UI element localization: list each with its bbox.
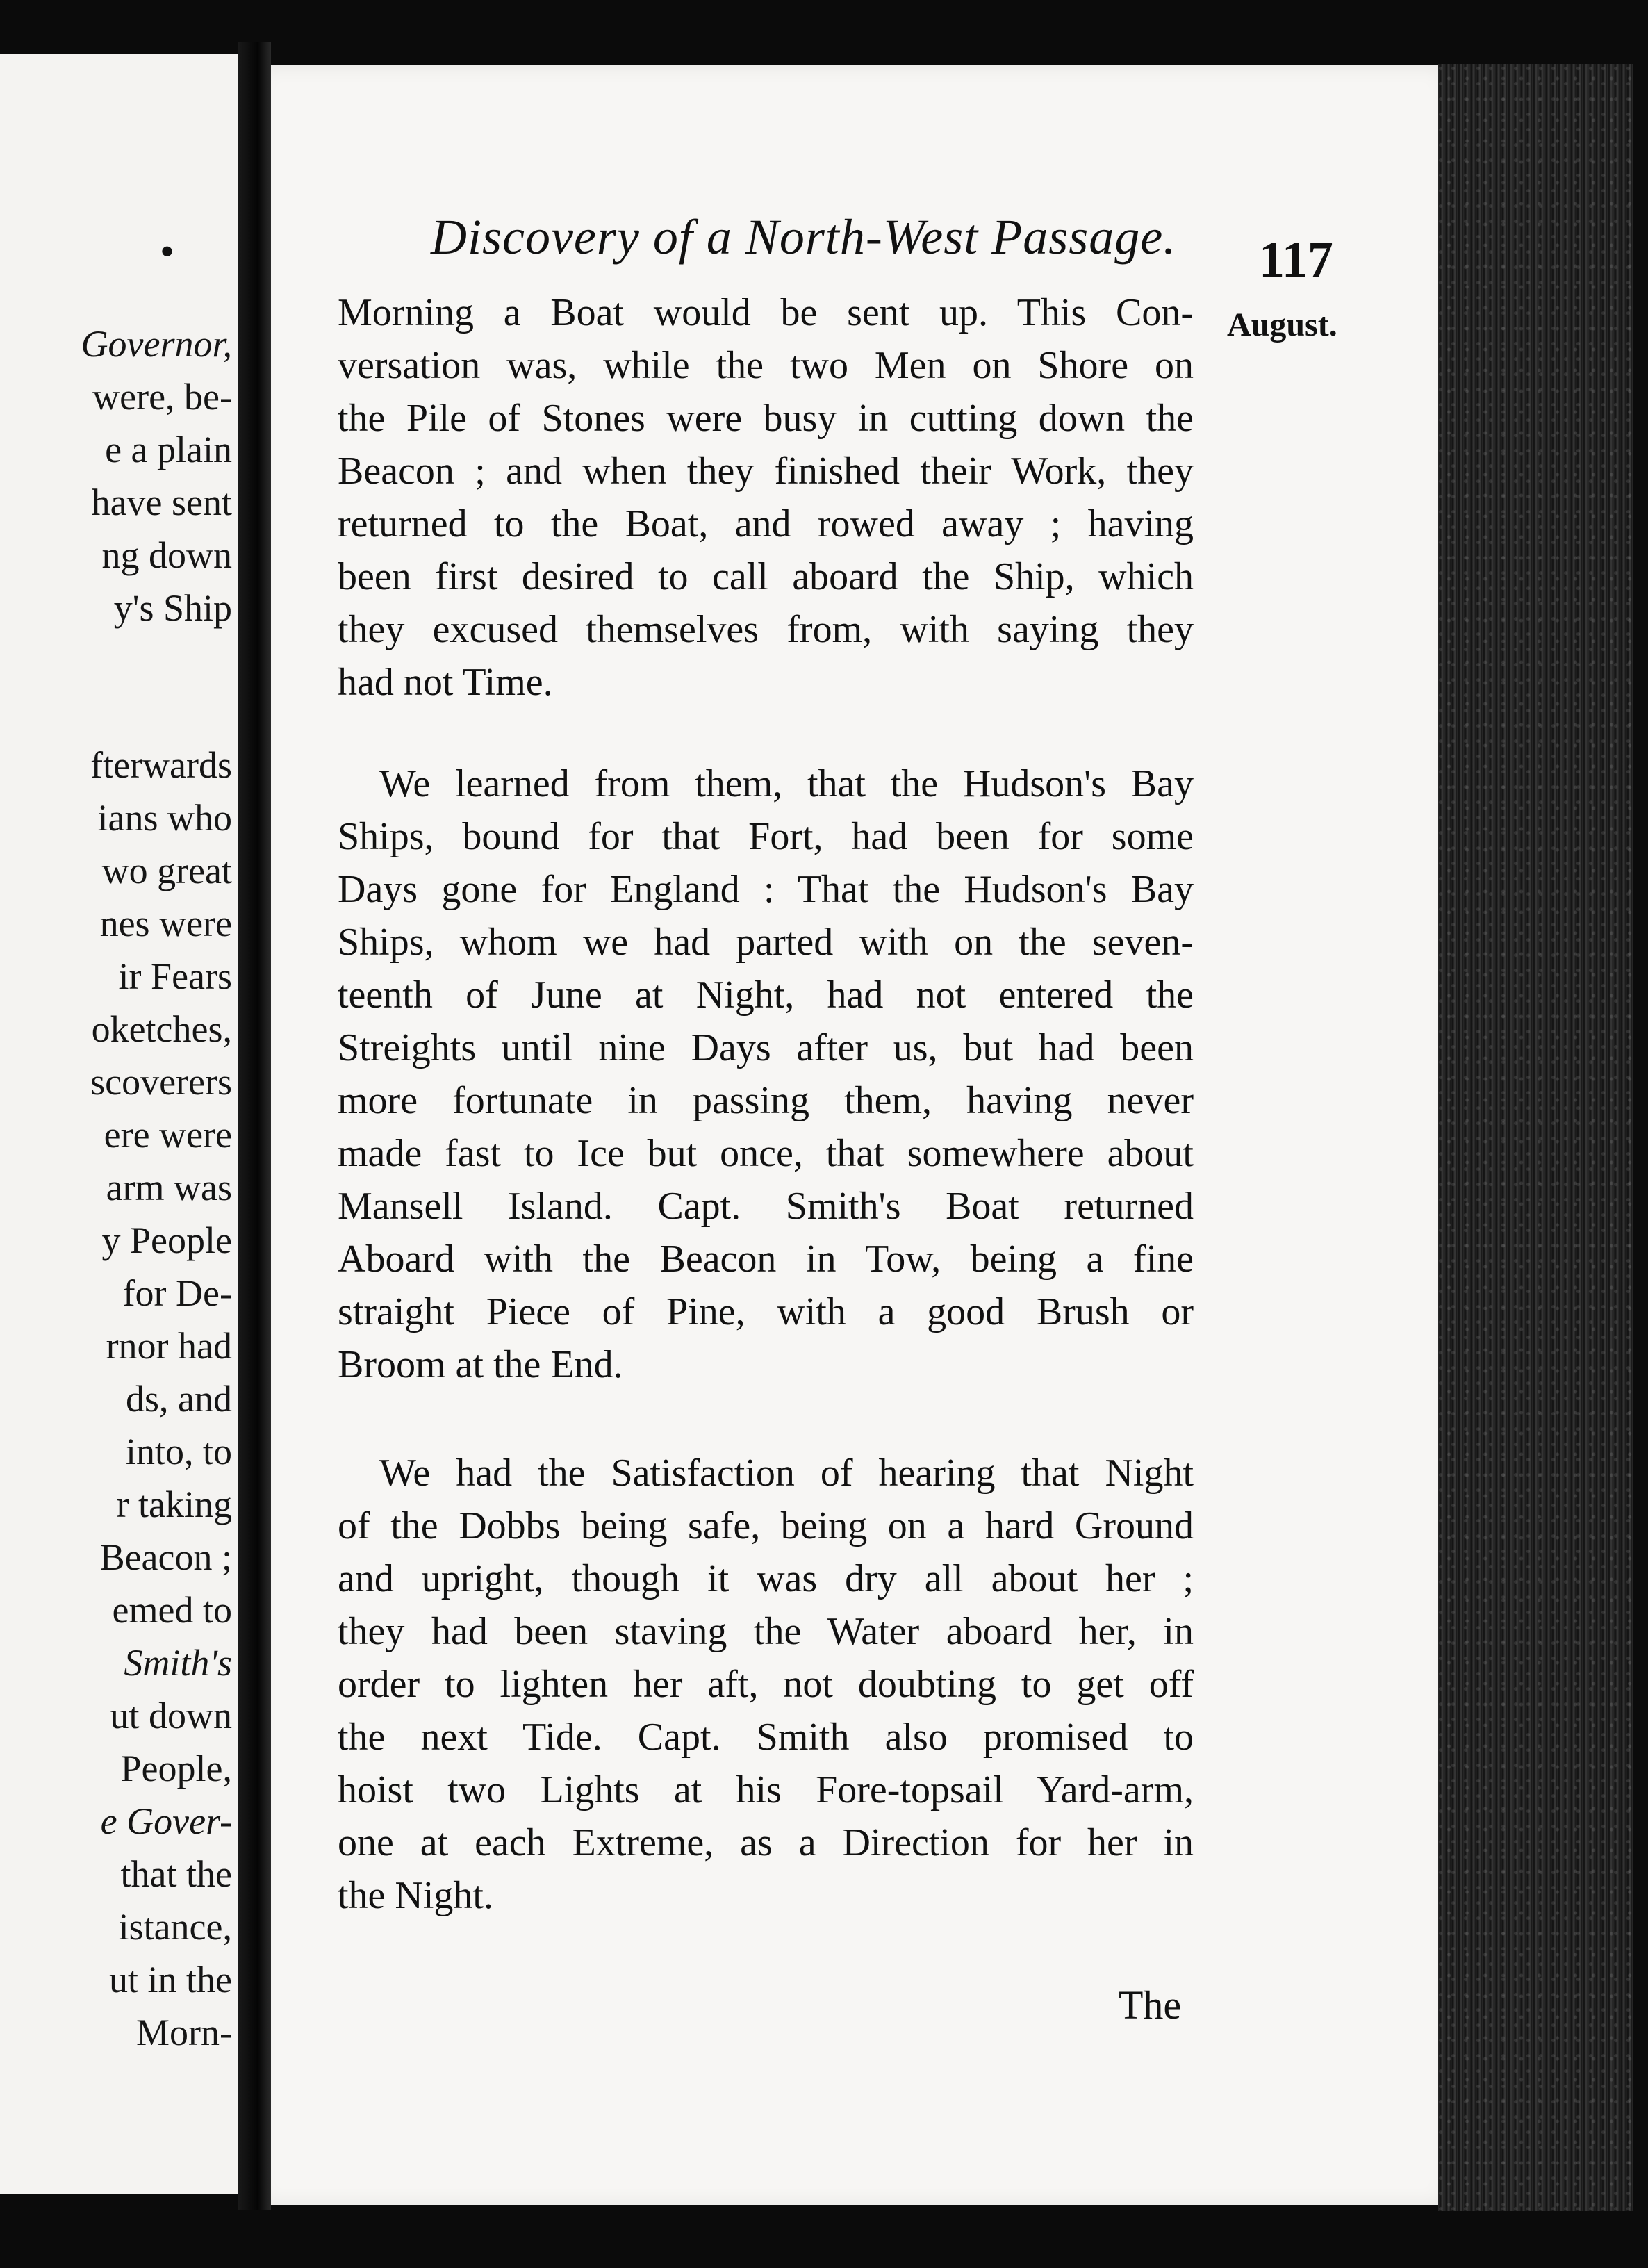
body-line: they had been staving the Water aboard her, in: [338, 1610, 1194, 1653]
left-line: ut in the: [109, 1959, 232, 2000]
page-edges-texture: [1438, 64, 1633, 2211]
left-line: scoverers: [90, 1061, 232, 1103]
left-line: r taking: [116, 1484, 232, 1525]
body-line: made fast to Ice but once, that somewhere about: [338, 1132, 1194, 1175]
body-line: Mansell Island. Capt. Smith's Boat returned: [338, 1185, 1194, 1228]
body-line: Aboard with the Beacon in Tow, being a fine: [338, 1238, 1194, 1281]
body-line: teenth of June at Night, had not entered the: [338, 973, 1194, 1017]
body-line: and upright, though it was dry all about her ;: [338, 1557, 1194, 1600]
left-line: istance,: [118, 1906, 232, 1948]
body-line: the Pile of Stones were busy in cutting down the: [338, 397, 1194, 440]
page-number: 117: [1259, 231, 1333, 288]
body-line: the Night.: [338, 1874, 493, 1917]
body-line: hoist two Lights at his Fore-topsail Yard-arm,: [338, 1768, 1194, 1811]
body-line: Ships, whom we had parted with on the seven-: [338, 921, 1194, 964]
body-line: had not Time.: [338, 661, 553, 704]
catchword: The: [1119, 1982, 1182, 2028]
body-line: We learned from them, that the Hudson's Bay: [379, 762, 1194, 805]
left-line: nes were: [99, 903, 232, 944]
running-title: Discovery of a North-West Passage.: [431, 209, 1177, 265]
left-line: Morn-: [136, 2012, 232, 2053]
left-line: emed to: [112, 1589, 232, 1631]
left-line: that the: [120, 1853, 232, 1895]
left-line: e a plain: [105, 429, 232, 470]
body-line: Days gone for England : That the Hudson's Bay: [338, 868, 1194, 911]
body-line: one at each Extreme, as a Direction for her in: [338, 1821, 1194, 1864]
body-line: of the Dobbs being safe, being on a hard Ground: [338, 1504, 1194, 1547]
left-line: oketches,: [91, 1008, 232, 1050]
body-line: more fortunate in passing them, having never: [338, 1079, 1194, 1122]
left-line: ir Fears: [118, 955, 232, 997]
body-line: Morning a Boat would be sent up. This Con-: [338, 291, 1194, 334]
left-line: for De-: [122, 1272, 232, 1314]
body-line: been first desired to call aboard the Ship, which: [338, 555, 1194, 598]
left-line: have sent: [91, 482, 232, 523]
left-line: ds, and: [126, 1378, 232, 1420]
body-line: straight Piece of Pine, with a good Brush or: [338, 1290, 1194, 1333]
left-line: fterwards: [90, 744, 232, 786]
left-line: ng down: [101, 534, 232, 576]
left-line: Governor,: [81, 323, 232, 365]
body-line: Streights until nine Days after us, but had been: [338, 1026, 1194, 1069]
left-line: Beacon ;: [99, 1536, 232, 1578]
left-line: were, be-: [92, 376, 232, 418]
left-line: Smith's: [124, 1642, 232, 1684]
body-line: order to lighten her aft, not doubting to get off: [338, 1663, 1194, 1706]
margin-note: August.: [1227, 306, 1337, 343]
left-line: y's Ship: [113, 587, 232, 629]
body-line: they excused themselves from, with saying they: [338, 608, 1194, 651]
ink-dot: •: [160, 229, 175, 274]
left-line: arm was: [106, 1167, 232, 1208]
body-line: returned to the Boat, and rowed away ; having: [338, 502, 1194, 545]
body-line: versation was, while the two Men on Shore on: [338, 344, 1194, 387]
left-line: wo great: [101, 850, 232, 891]
left-facing-page: [0, 54, 240, 2194]
body-line: Beacon ; and when they finished their Work, they: [338, 450, 1194, 493]
left-line: into, to: [125, 1431, 232, 1472]
body-line: Ships, bound for that Fort, had been for some: [338, 815, 1194, 858]
left-line: ut down: [110, 1695, 232, 1736]
body-line: the next Tide. Capt. Smith also promised to: [338, 1716, 1194, 1759]
body-line: We had the Satisfaction of hearing that Night: [379, 1452, 1194, 1495]
left-line: People,: [120, 1748, 232, 1789]
left-line: ere were: [104, 1114, 232, 1156]
body-line: Broom at the End.: [338, 1343, 623, 1386]
left-line: e Gover-: [100, 1800, 232, 1842]
left-line: rnor had: [106, 1325, 232, 1367]
left-line: ians who: [97, 797, 232, 839]
left-line: y People: [101, 1219, 232, 1261]
book-gutter: [238, 42, 271, 2210]
